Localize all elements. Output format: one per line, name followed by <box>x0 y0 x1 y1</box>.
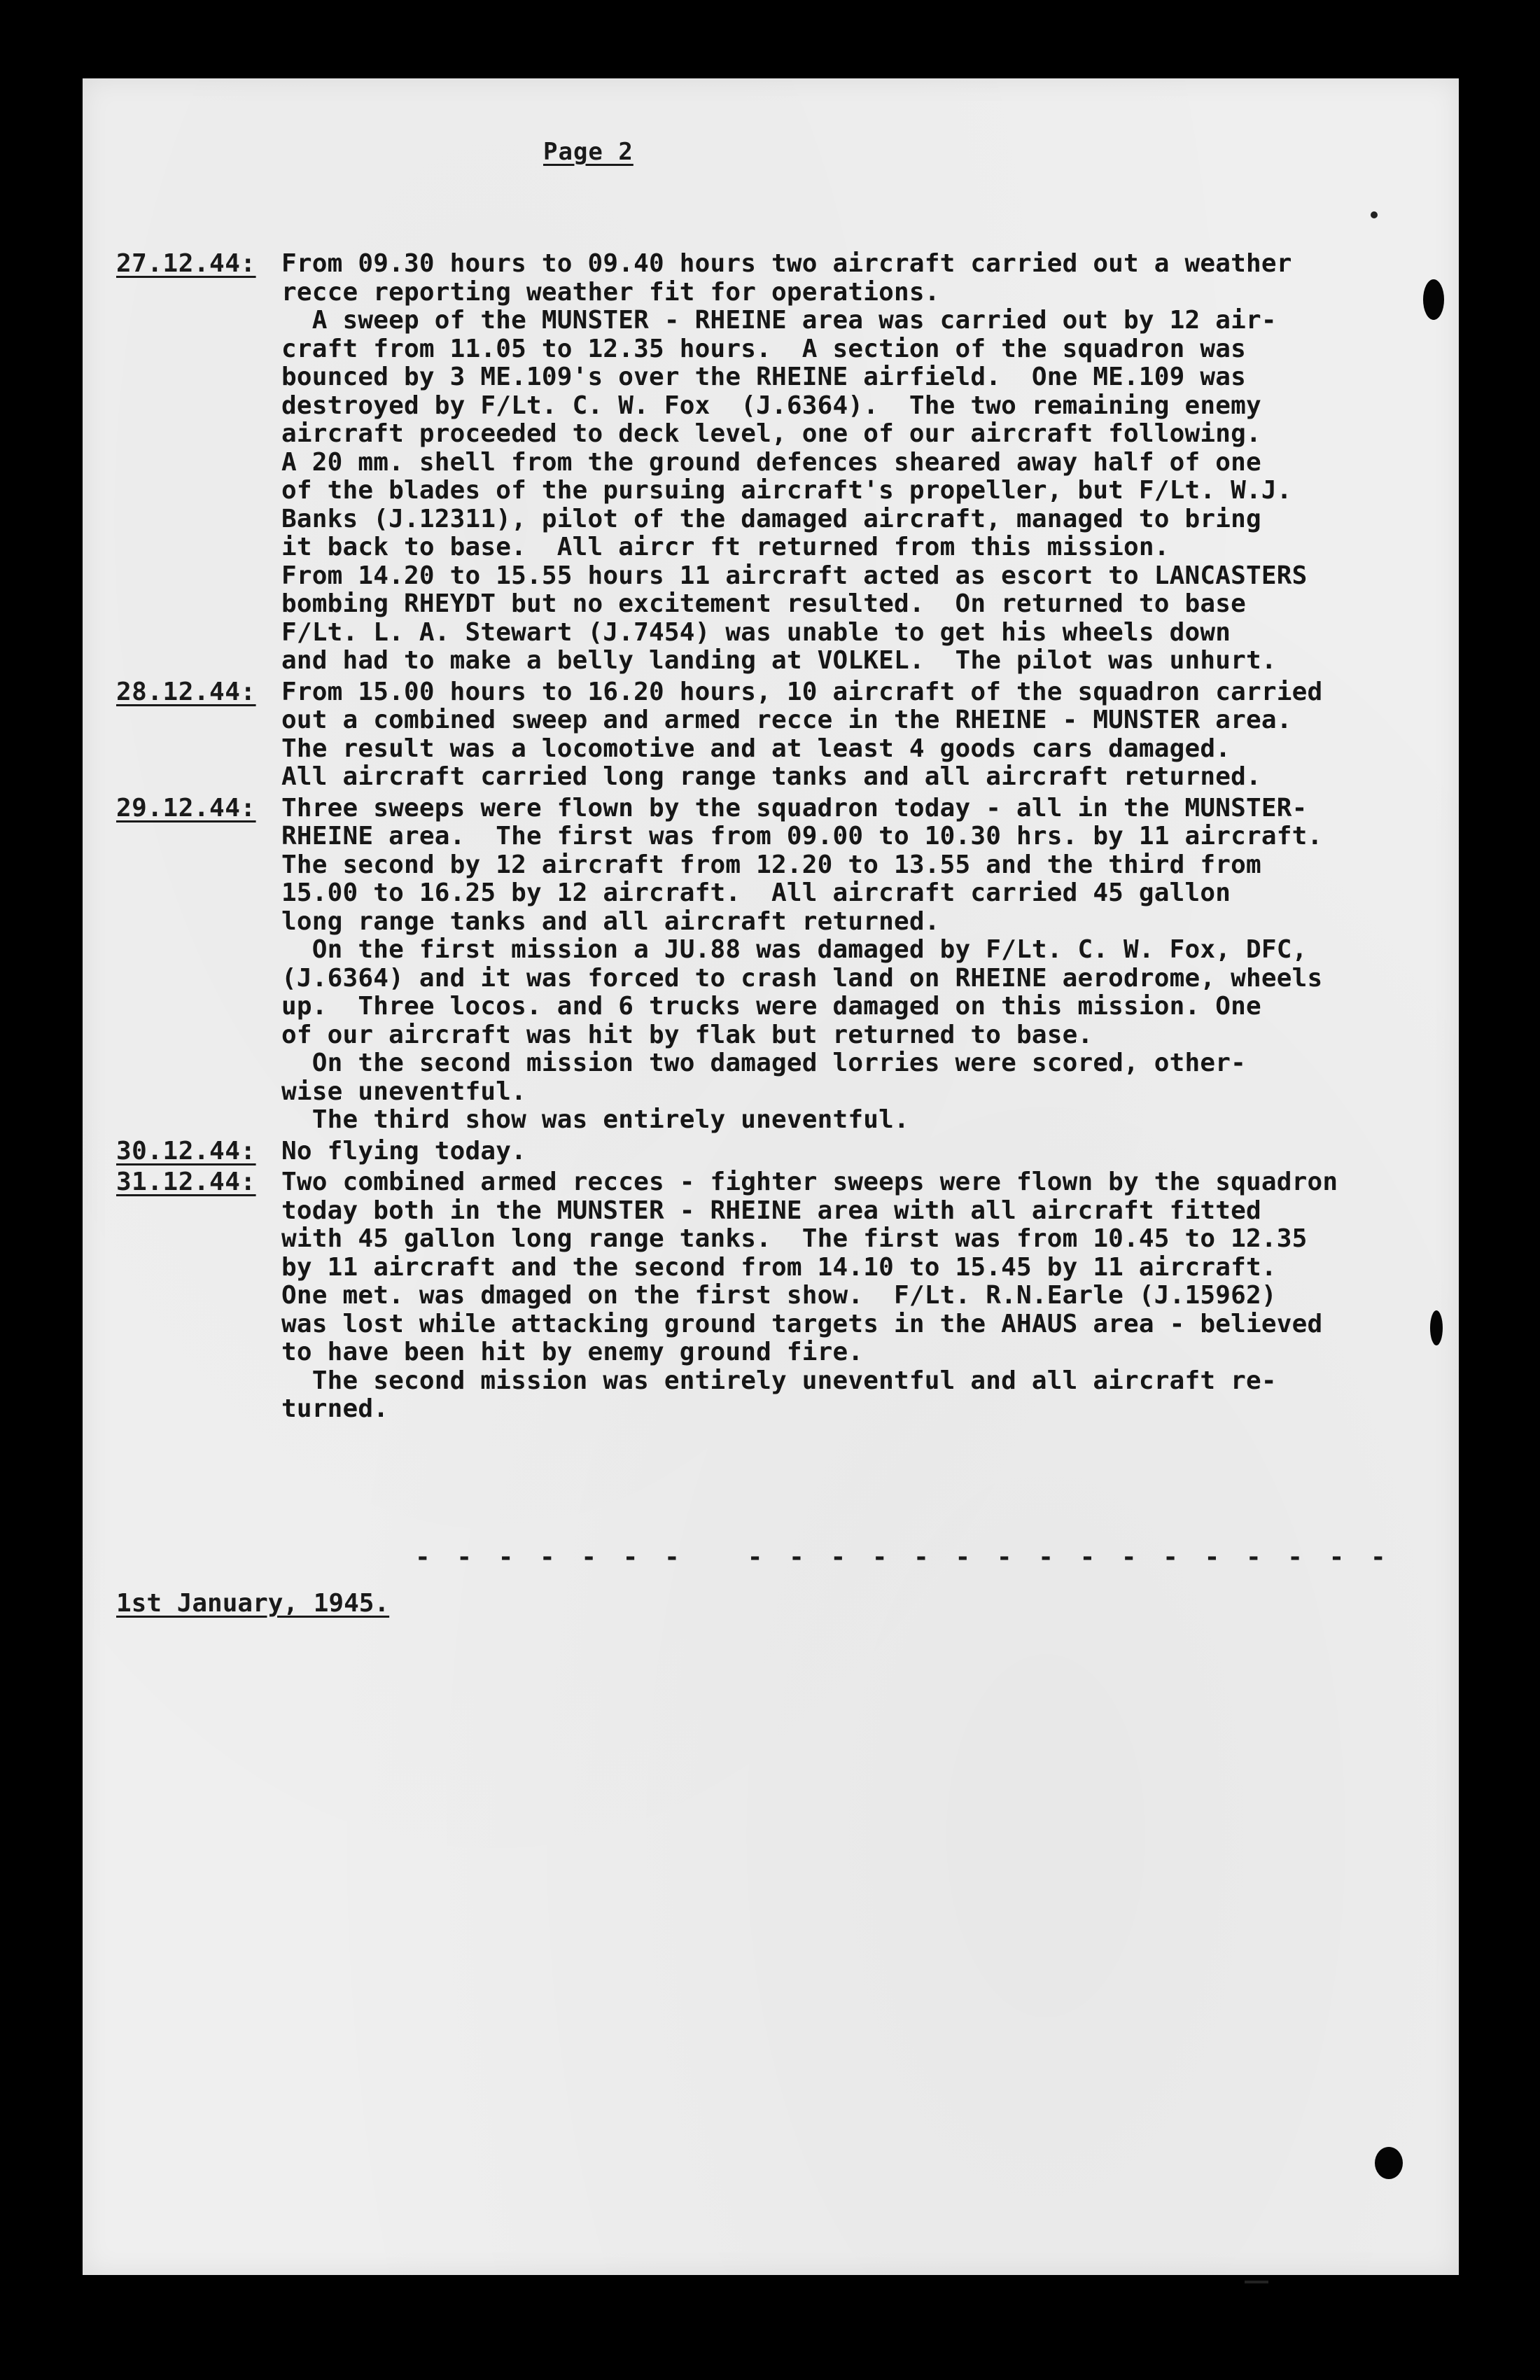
diary-entry <box>116 794 1453 1135</box>
entry-line: destroyed by F/Lt. C. W. Fox (J.6364). The two remaining enemy <box>281 391 1261 420</box>
entry-line: was lost while attacking ground targets in the AHAUS area - believed <box>281 1309 1323 1338</box>
entry-line: with 45 gallon long range tanks. The first was from 10.45 to 12.35 <box>281 1224 1308 1253</box>
ink-blot-mark <box>1430 1310 1443 1345</box>
entry-line: Two combined armed recces - fighter sweeps were flown by the squadron <box>281 1168 1338 1196</box>
entry-date: 27.12.44: <box>116 249 256 278</box>
entry-line: today both in the MUNSTER - RHEINE area with all aircraft fitted <box>281 1196 1261 1225</box>
entry-line: The third show was entirely uneventful. <box>281 1105 909 1134</box>
entry-line: Three sweeps were flown by the squadron today - all in the MUNSTER- <box>281 793 1308 822</box>
entry-line: and had to make a belly landing at VOLKEL. The pilot was unhurt. <box>281 646 1277 675</box>
entry-line: to have been hit by enemy ground fire. <box>281 1338 864 1366</box>
entry-line: by 11 aircraft and the second from 14.10 to 15.45 by 11 aircraft. <box>281 1252 1277 1282</box>
page-mark <box>1371 211 1378 218</box>
diary-entry <box>116 250 1453 676</box>
ink-blot-mark <box>1423 279 1444 320</box>
diary-entry <box>116 1168 1453 1424</box>
entry-line: wise uneventful. <box>281 1077 526 1106</box>
entry-line: up. Three locos. and 6 trucks were damaged on this mission. One <box>281 992 1261 1021</box>
entry-line: aircraft proceeded to deck level, one of our aircraft following. <box>281 419 1261 448</box>
ink-blot-mark <box>1375 2147 1403 2179</box>
entry-line: 15.00 to 16.25 by 12 aircraft. All aircraft carried 45 gallon <box>281 878 1231 907</box>
entry-date: 29.12.44: <box>116 793 256 822</box>
entry-line: of our aircraft was hit by flak but returned to base. <box>281 1020 1093 1049</box>
entry-line: A sweep of the MUNSTER - RHEINE area was carried out by 12 air- <box>281 306 1277 335</box>
entry-line: (J.6364) and it was forced to crash land on RHEINE aerodrome, wheels <box>281 963 1323 993</box>
entry-line: bombing RHEYDT but no excitement resulted. On returned to base <box>281 589 1247 618</box>
entry-text <box>279 678 1453 792</box>
entry-line: recce reporting weather fit for operations. <box>281 277 940 307</box>
entry-line: bounced by 3 ME.109's over the RHEINE airfield. One ME.109 was <box>281 363 1247 391</box>
entry-line: One met. was dmaged on the first show. F/Lt. R.N.Earle (J.15962) <box>281 1281 1277 1310</box>
entry-line: F/Lt. L. A. Stewart (J.7454) was unable to get his wheels down <box>281 617 1231 647</box>
diary-entry <box>116 678 1453 792</box>
entry-text <box>279 1138 1453 1166</box>
entry-line: From 09.30 hours to 09.40 hours two aircraft carried out a weather <box>281 249 1292 278</box>
entry-date: 30.12.44: <box>116 1136 256 1166</box>
entry-line: it back to base. All aircr ft returned from this mission. <box>281 533 1170 561</box>
entry-line: long range tanks and all aircraft returned. <box>281 906 940 936</box>
entry-date: 31.12.44: <box>116 1168 256 1196</box>
entry-text <box>279 794 1453 1135</box>
entry-line: On the first mission a JU.88 was damaged by F/Lt. C. W. Fox, DFC, <box>281 935 1308 964</box>
entry-text <box>279 250 1453 676</box>
entry-line: turned. <box>281 1394 389 1423</box>
entry-line: All aircraft carried long range tanks and all aircraft returned. <box>281 762 1261 791</box>
entry-line: The result was a locomotive and at least 4 goods cars damaged. <box>281 734 1231 763</box>
diary-entry <box>116 1138 1453 1166</box>
entry-text <box>279 1168 1453 1424</box>
entry-line: The second by 12 aircraft from 12.20 to 13.55 and the third from <box>281 850 1261 879</box>
next-section-date: 1st January, 1945. <box>116 1589 390 1618</box>
entry-line: RHEINE area. The first was from 09.00 to 10.30 hrs. by 11 aircraft. <box>281 822 1323 850</box>
diary-entries <box>116 250 1453 1427</box>
entry-line: On the second mission two damaged lorries were scored, other- <box>281 1049 1247 1077</box>
entry-date: 28.12.44: <box>116 677 256 706</box>
entry-line: The second mission was entirely uneventful and all aircraft re- <box>281 1366 1277 1395</box>
entry-line: A 20 mm. shell from the ground defences sheared away half of one <box>281 447 1261 477</box>
entry-line: Banks (J.12311), pilot of the damaged aircraft, managed to bring <box>281 504 1261 533</box>
entry-line: out a combined sweep and armed recce in the RHEINE - MUNSTER area. <box>281 706 1292 734</box>
entry-line: From 14.20 to 15.55 hours 11 aircraft acted as escort to LANCASTERS <box>281 561 1308 590</box>
page-heading: Page 2 <box>543 138 634 166</box>
entry-line: of the blades of the pursuing aircraft's propeller, but F/Lt. W.J. <box>281 476 1292 505</box>
entry-line: craft from 11.05 to 12.35 hours. A section of the squadron was <box>281 334 1247 363</box>
page-mark <box>1245 2281 1268 2283</box>
entry-line: From 15.00 hours to 16.20 hours, 10 aircraft of the squadron carried <box>281 677 1323 706</box>
entry-line: No flying today. <box>281 1136 526 1166</box>
dashed-divider: - - - - - - - - - - - - - - - - - - - - - - - <box>415 1543 1392 1572</box>
document-page <box>83 78 1459 2275</box>
